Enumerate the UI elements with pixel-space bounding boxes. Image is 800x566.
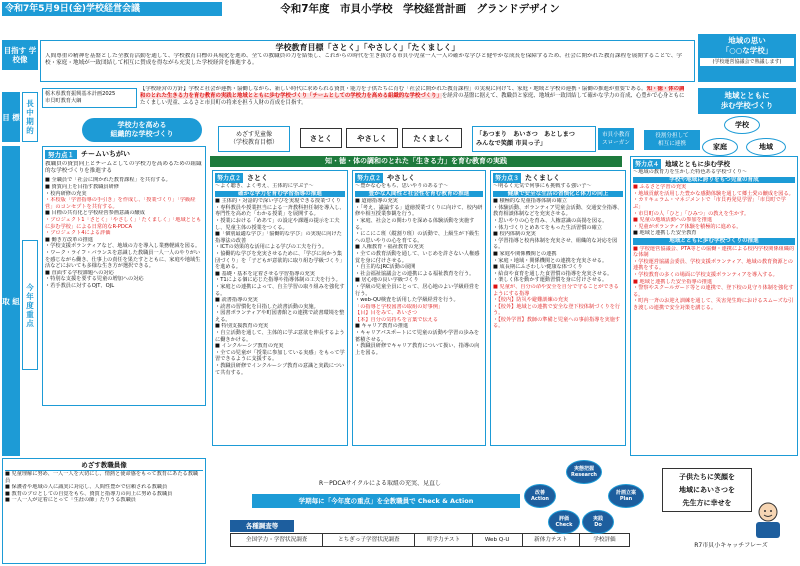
triangle-home: 家庭 (702, 138, 738, 156)
effort-2-sub: 〜よく聴き、よく考え、主体的に学ぶ子〜 (215, 183, 314, 189)
effort-1-item: ■ 全職員で「社会に開かれた教育課程」を共有する。 (45, 177, 171, 184)
plan-reference: 栃木県教育振興基本計画2025 市貝町教育大綱 (42, 88, 137, 108)
effort-2-item: ■ 特別支援教育の充実 ・自立活動を通して、主体的に学ぶ意欲を伸長するように働きかける。 (215, 323, 345, 343)
effort-1-item: ■ 資質向上を目指す教職員研修 ・校内研修の充実 (45, 184, 119, 197)
effort-5-item: ■ 地域と連携した安全教育 (633, 230, 697, 237)
effort-4-item: ■ 積極的な児童指導体制の確立 ・体験活動、ボランティア児童会活動、交通安全指導、教育相談体制などを充実させる。 ・思いやりの心を育み、人権意識の高揚を図る。 ・体力づくりとめあてをもった生活習慣の確立 (493, 198, 623, 231)
meeting-date: 令和7年5月9日(金)学校経営会議 (2, 2, 222, 16)
cycle-research: 実態把握 Research (566, 460, 602, 484)
school-goal-box (40, 40, 695, 82)
survey-label: 各種調査等 (230, 520, 294, 532)
cycle-action: 改善 Action (524, 484, 556, 508)
effort-5-focus: 学校や地域に誇りをもつ児童の育成 (633, 177, 795, 184)
effort-5-item: ■ 学校運営協議会、PTA等との協働・連携による校内学校関係組織的な体制 ・学校運営協議会委員、学校支援ボランティア、地域の教育資源との連携をする。 ・学校教育の多くの場面に学校支援ボランティアを導入する。 (633, 245, 795, 278)
effort-5-focus-2: 地域とともに歩む学校づくりの推進 (633, 238, 795, 245)
label-mokuhyo: 目 標 (2, 92, 20, 142)
survey-item: 新体力テスト (523, 534, 580, 546)
vision-tail: を経営の基盤に据えて、教職員と家庭、地域が一致団結して確かな学力の育成、心豊かで心身ともにたくましい児童、ふるさと市貝町の将来を担う人財の育成を目指す。 (140, 93, 685, 106)
ideal-staff-item: ■ 一人一人が定着にとって「生涯の師」たりうる教職員 (5, 497, 136, 504)
collaboration-caption: 役割分担して 相互に連携 (644, 130, 700, 150)
catchphrase-note: R7市貝小キャッチフレーズ (694, 542, 768, 549)
effort-2-item: ■ 主体的・対話的で深い学びを実現できる授業づくり ・専科教員や授業担当による一斉教科担任制を導入し、専門性を高めた「わかる授業」を展開する。 ・授業における「めあて」の設定や課題の提示を工夫し、児童主体の授業をつくる。 (215, 198, 345, 231)
effort-3-focus: 豊かな人間性と社会性を育む教育の推進 (355, 191, 483, 198)
effort-3-tag: 努力点２ (357, 175, 382, 182)
ideal-child-taku: たくましく (402, 128, 462, 148)
ideal-staff-item: ■ 保護者や地域の人に誠実に対応し、人間性豊かで信頼される教職員 (5, 484, 168, 491)
ideal-staff-item: ■ 教育のプロとしての自覚をもち、資質と指導力の向上に努める教職員 (5, 490, 173, 497)
teacher-illustration (740, 500, 796, 540)
community-wish-box (698, 34, 796, 82)
effort-1-name: チームいちがい (81, 150, 130, 158)
ideal-child-yasa: やさしく (346, 128, 398, 148)
effort-5-item: ■ ふるさと学習の充実 ・地域貢献を活用した豊かな感動体験を通して郷土愛の醸成を図る。 ・カリキュラム・マネジメントで「市貝再発見学習」「市貝町で学ぶ」 ・市貝町の人「ひと」「ひみつ」の教えを生かす。 (633, 184, 794, 217)
survey-item: とちぎっ子学習状況調査 (323, 534, 415, 546)
triangle-community: 地域 (746, 138, 786, 156)
effort-point-4 (490, 170, 626, 446)
label-goal: 目指す 学校像 (2, 40, 38, 70)
effort-3-item: 【目】目をみて、あいさつ (355, 310, 418, 317)
effort-point-5 (630, 156, 798, 456)
effort-1-lead: 教職員の資質向上とチームとしての学校力を高めるための組織的な学校づくりを推進する (45, 161, 202, 175)
community-wish-title: 地域の思い 「○○な学校」 (721, 36, 773, 55)
ideal-child-label: めざす児童像 （学校教育目標） (218, 126, 290, 152)
effort-1-item: ■ 直面する学校課題への対応 ・特別な支援を要する児童の増加への対応 ・若手教員に対するOJT、OJL (45, 269, 144, 289)
effort-3-item: ■ キャリア教育の推進 ・キャリアパスポートにて児童の活動や学習の歩みを蓄積させる。 ・教職員研修でキャリア教育について扱い、指導の向上を図る。 (355, 323, 480, 356)
effort-2-item: ■ 基礎・基本を定着させる学習指導の充実 ・T1による個に応じた指導や指導体制の工夫を行う。 ・家庭との連携によって、自主学習の取り組みを強化する。 (215, 270, 345, 297)
triangle-school: 学校 (724, 116, 760, 134)
community-school-label: 地域とともに 歩む学校づくり (698, 88, 796, 114)
school-goal-text: 人間尊重の精神を基盤とした全教育活動を通して、学校教育目標の具現化を進め、全ての教職員の力を結集し、これからの時代を生き抜ける市貝小児童一人一人の確かな学びと健やかな成長を保障するため、社会に開かれた教育課程を展開することで、学校・家庭・地域が一致団結して相互に賛成を得ながら充実した学校経営を推進する。 (45, 53, 683, 67)
effort-3-name: やさしく (387, 174, 416, 182)
pdca-cycle (522, 460, 646, 536)
survey-item: 町学力テスト (415, 534, 472, 546)
management-vision (140, 86, 688, 122)
vision-text: 【学校経営の方針】学校と社会が連携・協働しながら、新しい時代に求められる資質・能力を子供たちに育む「社会に開かれた教育課程」の実現に向けて、家庭・地域と学校の連携・協働の推進が重要である。 (140, 86, 647, 92)
effort-5-tag: 努力点４ (635, 161, 660, 168)
ideal-staff-item: ■ 児童理解に努め、一人一人を大切にし、情熱と使命感をもって教育にあたる教職員 (5, 471, 199, 484)
ideal-child-sato: さとく (300, 128, 342, 148)
ideal-staff-box (2, 458, 206, 564)
effort-4-item: ■ 家庭や関係機関との連携 ・家庭・地域・関係機関との連携を充実させる。 (493, 250, 608, 264)
effort-1-item: ・本校版「学習指導の手引き」を作成し、「授業づくり」「学級経営」のコンセプトを共有する。 (45, 197, 196, 210)
label-torikumi: 取 組 (2, 146, 20, 456)
effort-2-tag: 努力点２ (217, 175, 242, 182)
aisatsu-slogan: 「あつまり あいさつ あとしまつ みんなで笑顔 市貝っ子」 (472, 126, 596, 152)
effort-4-tag: 努力点３ (495, 175, 520, 182)
effort-3-item: ■ 道徳指導の充実 ・「考え、議論する」道徳授業づくりに向けて、校内研修や相互授業参観を行う。 ・家庭、社会との関わりを深める体験活動を実施する。 ・にこにこ班（縦割り班）の活動で、上級生が下級生への思いやりの心を育てる。 (355, 198, 483, 244)
effort-4-item: ■ 校内体制の充実 ・学習指導と校内体制を充実させ、組織的な対応を図る。 (493, 231, 618, 251)
effort-1-item: ・プロジェクト1「さとく」「やさしく」「たくましく」「地域とともに歩む学校」による日常的なR-PDCA (45, 216, 202, 230)
vision-highlight: 知・徳・体の調和のとれた生きる力を育む教育の実践と地域とともに歩む学校づくり「チームとしての学校力を高める組織的な学校づくり」 (140, 86, 685, 99)
cycle-check: 評価 Check (548, 510, 580, 534)
effort-point-3 (352, 170, 486, 446)
effort-3-sub: 〜豊かな心をもち、思いやりのある子〜 (355, 183, 449, 189)
core-banner: 知・徳・体の調和のとれた「生きる力」を育む教育の実践 (210, 156, 622, 167)
effort-2-item: ■ インクルーシブ教育の充実 ・全ての児童が「授業に参加している実感」をもって学習できるように支援する。 ・教職員研修でインクルーシブ教育の意識と実践について共有する。 (215, 343, 345, 376)
cycle-do: 実践 Do (582, 510, 614, 534)
ideal-staff-title: めざす教職員像 (5, 461, 203, 471)
survey-item: 学校評価 (593, 537, 616, 543)
school-goal-title: 学校教育目標「さとく」「やさしく」「たくましく」 (275, 43, 460, 52)
check-action-bar: 学期毎に「今年度の重点」を全教職員で Check & Action (252, 494, 520, 508)
effort-2-name: さとく (247, 174, 269, 182)
slogan-label: 市貝小教育 スローガン (598, 128, 634, 150)
effort-2-focus: 確かな学力を育む学習指導の推進 (215, 191, 345, 198)
effort-2-item: ■ 読書指導の充実 ・読書の習慣化を目指した読書活動の実施。 ・図書ボランティアや町図書館との連携で読書環境を整える。 (215, 297, 345, 323)
effort-2-item: ■「個別最適な学び」「協働的な学び」の実現に向けた指導法の改善 ・ICTの効果的な活用による学びの工夫を行う。 ・協働的な学びを充実させるために、「学びに向かう集団づくり」を「子どもが意欲的に取り組む学級づくり」を進める。 (215, 231, 345, 271)
effort-3-item: 【本】自分の気持ちを言葉で伝える (355, 316, 439, 323)
effort-point-1 (42, 146, 206, 406)
team-school-label: 学校力を高める 組織的な学校づくり (82, 118, 202, 142)
effort-4-sub: 〜明るく元気で何事にも挑戦する強い子〜 (493, 183, 592, 189)
catchphrase: 子供たちに笑顔を 地域にあいさつを 先生方に幸せを (662, 468, 752, 512)
effort-5-name: 地域とともに歩む学校 (665, 160, 731, 168)
survey-item: Web Q-U (473, 534, 523, 546)
rpdca-note: R－PDCAサイクルによる取組の充実、見直し (319, 480, 441, 487)
effort-3-item: 「の指導と学校図書の取組の好事例」 (355, 303, 444, 310)
effort-1-tag: 努力点１ (45, 150, 77, 159)
effort-1-item: ■ 働き方改革の推進 ・学校支援ボランティアなど、地域の力を導入し業務軽減を図る。 ・ワーク・ライフ・バランスを意識した教職員一人一人のやりがいを感じながら働き、仕事上の責任を果たすとともに、家庭や地域生活などにおいても多様な生き方が選択できる。 (45, 236, 201, 270)
effort-1-item: ・プロジェクト4による評価 (45, 230, 111, 237)
effort-3-item: ■ 人権教育・福祉教育の充実 ・全ての教育活動を通して、いじめを許さない人権感覚を身に付けさせる。 ・自主的なJRC活動の展開 ・社会福祉協議会との連携による福祉教育を行う。 (355, 244, 480, 277)
label-this-year: 今 年 度 重 点 (22, 240, 38, 370)
survey-item: 全国学力・学習状況調査 (231, 534, 323, 546)
effort-4-name: たくましく (525, 174, 561, 182)
effort-point-2 (212, 170, 348, 446)
community-wish-note: (学校運営協議会で熟議します) (700, 58, 794, 66)
effort-4-item: ■ 成長期にふさわしい健康な体づくり ・給食や食育を通した食習慣の指導を充実させる。 ・楽しく体を動かす運動習慣を身に付けさせる。 (493, 264, 613, 284)
page-title: 令和7年度 市貝小学校 学校経営計画 グランドデザイン (280, 3, 560, 15)
effort-3-item: ■ 居心地の良い学級づくり ・学級の児童全員にとって、居心地のよい学級経営を行う。 ・web-QU検査を活用した学級経営を行う。 (355, 277, 480, 304)
label-midlong: 長 中 期 的 (22, 92, 38, 142)
effort-5-item: ■ 地域と連携した安全指導の推進 ・警察やスクールガード等との連携で、登下校の見守り体制を強化する。 ・町内一斉のお迎え訓練を通して、災害発生時におけるスムーズな引き渡しの連携で安全対策を講じる。 (633, 278, 794, 311)
effort-4-focus: 健康で安全な生活の習慣化と体力の向上 (493, 191, 623, 198)
effort-4-item: ■ 児童が、自分の命や安全を自分で守ることができるようにする指導 ・【校内】防災や避難訓練の充実 ・【校外】地域との連携で安全な登下校体制づくりを行う。 ・【校外学習】教師の準備と児童への事前指導を実施する。 (493, 283, 621, 330)
effort-5-sub: 〜地域の教育力を生かした特色ある学校づくり〜 (633, 169, 748, 175)
cycle-plan: 計画立案 Plan (608, 484, 644, 508)
effort-1-item: ■ 目標の共有化と学校経営参画意識の醸成 (45, 210, 145, 217)
effort-5-item: ■ 児童の地域活動への参加を推進 ・児童がボランティア体験を積極的に進める。 (633, 217, 742, 230)
